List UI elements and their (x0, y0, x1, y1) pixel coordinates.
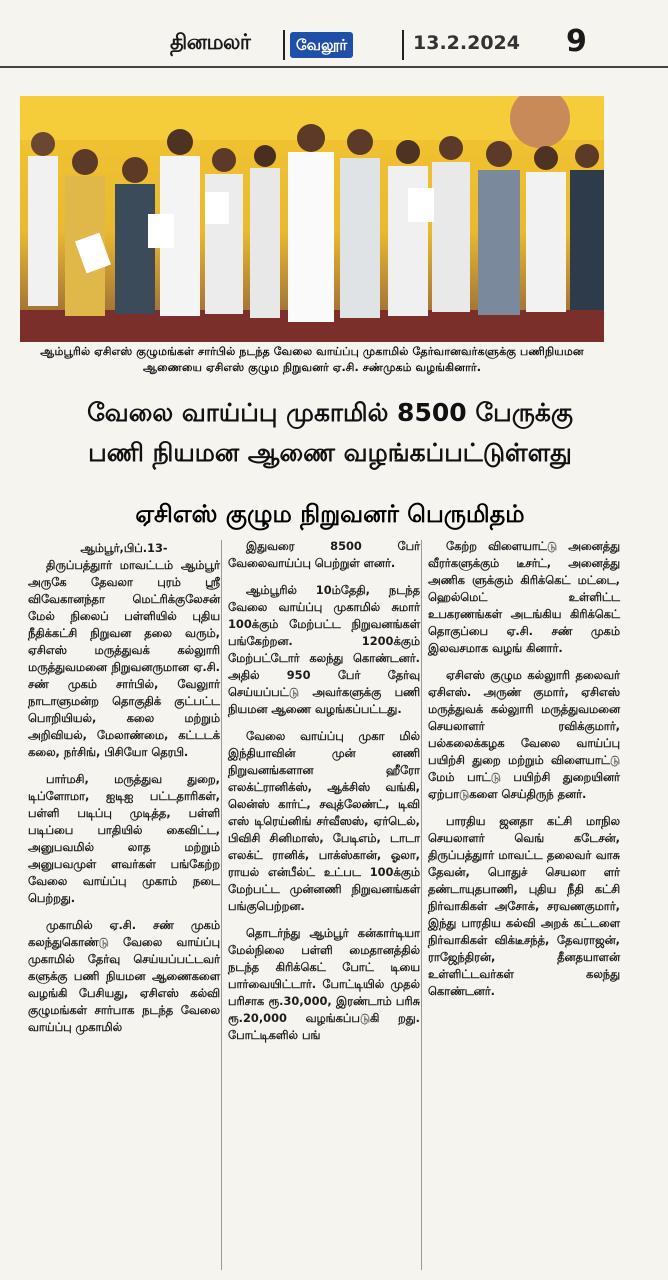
issue-date: 13.2.2024 (413, 32, 520, 54)
news-photo-illustration (20, 96, 604, 342)
photo-caption: ஆம்பூரில் ஏசிஎஸ் குழுமங்கள் சார்பில் நடந்த வேலை வாய்ப்பு முகாமில் தேர்வானவர்களுக்கு பணிநியமன ஆணையை ஏசிஎஸ் குழும நிறுவனர் ஏ.சி. சண்முகம் வழங்கினார். (40, 345, 584, 374)
dateline: ஆம்பூர்,பிப்.13- (80, 541, 168, 555)
paragraph: வேலை வாய்ப்பு முகா மில் இந்தியாவின் முன் னணி நிறுவனங்களான ஹீரோ எலக்ட்ரானிக்ஸ், ஆக்சிஸ் வங்கி, லென்ஸ் கார்ட், சவுத்லேண்ட், டிவி எஸ் டிரெய்னிங் சர்வீஸஸ், ஏர்டெல், பிவிசி சினிமாஸ், பேடிஎம், டாடா எலக்ட் ரானிக், பாக்ஸ்கான், ஓலா, ராயல் என்பீல்ட் உட்பட 100க்கும் மேற்பட்ட முன்னணி நிறுவனங்கள் பங்குபெற்றன. (228, 729, 420, 913)
headline-line-1: வேலை வாய்ப்பு முகாமில் 8500 பேருக்கு (87, 398, 573, 427)
masthead-divider (283, 30, 285, 60)
paragraph: திருப்பத்துார் மாவட்டம் ஆம்பூர் அருகே தேவலா புரம் ஸ்ரீ விவேகானந்தா மெட்ரிக்குலேசன் மேல் நிலைப் பள்ளியில் புதிய நீதிக்கட்சி நிறுவன தலை வரும், ஏசிஎஸ் மருத்துவக் கல்லுாரி மருத்துவமனை நிறுவனருமான ஏ.சி. சண் முகம் சார்பில், வேலுார் நாடாளுமன்ற தொகுதிக் குட்பட்ட பொறியியல், கலை மற்றும் அறிவியல், மேலாண்மை, கட்டடக் கலை, நர்சிங், பிசியோ தெரபி. (28, 558, 220, 759)
column-rule (421, 540, 422, 1270)
news-photo (20, 96, 604, 342)
article-column-2 (228, 538, 420, 1054)
masthead-divider (402, 30, 404, 60)
paragraph: இதுவரை 8500 பேர் வேலைவாய்ப்பு பெற்றுள் ளனர். (228, 539, 420, 570)
article-column-1 (28, 540, 220, 1046)
column-rule (221, 540, 222, 1270)
paragraph: கேற்ற விளையாட்டு அனைத்து வீரர்களுக்கும் டீசர்ட், அனைத்து அணிக ளுக்கும் கிரிக்கெட் மட்டை, ஹெல்மெட் உள்ளிட்ட உபகரணங்கள் அடங்கிய கிரிக்கெட் தொகுப்பை ஏ.சி. சண் முகம் இலவசமாக வழங் கினார். (428, 539, 620, 655)
headline-line-2: பணி நியமன ஆணை வழங்கப்பட்டுள்ளது (88, 438, 572, 467)
paragraph: முகாமில் ஏ.சி. சண் முகம் கலந்துகொண்டு வேலை வாய்ப்பு முகாமில் தேர்வு செய்யப்பட்டவர் களுக்கு பணி நியமன ஆணைகளை வழங்கி பேசியது, ஏசிஎஸ் கல்வி குழுமங்கள் சார்பாக நடந்த வேலை வாய்ப்பு முகாமில் (28, 918, 220, 1034)
paragraph: ஏசிஎஸ் குழும கல்லுாரி தலைவர் ஏசிஎஸ். அருண் குமார், ஏசிஎஸ் மருத்துவக் கல்லுாரி மருத்துவமனை செயலாளர் ரவிக்குமார், பல்கலைக்கழக வேலை வாய்ப்பு பயிற்சி துறை மற்றும் விளையாட்டு மேம் பாட்டு பயிற்சி துறையினர் ஏற்பாடுகளை செய்திருந் தனர். (428, 668, 620, 801)
article-column-3 (428, 538, 620, 1010)
page-number: 9 (566, 24, 587, 59)
edition-badge: வேலூர் (290, 32, 353, 58)
paragraph: பாரதிய ஜனதா கட்சி மாநில செயலாளர் வெங் கடேசன், திருப்பத்துார் மாவட்ட தலைவர் வாசு தேவன், பொதுச் செயலா ளர் தண்டாயுதபாணி, புதிய நீதி கட்சி நிர்வாகிகள் அசோக், சரவணகுமார், இந்து பாரதிய கல்வி அறக் கட்டளை நிர்வாகிகள் விக்டீசந்த், தேவராஜன், ராஜேந்திரன், தீனதயாளன் உள்ளிட்டவர்கள் கலந்து கொண்டனர். (428, 814, 620, 998)
paragraph: தொடர்ந்து ஆம்பூர் கன்கார்டியா மேல்நிலை பள்ளி மைதானத்தில் நடந்த கிரிக்கெட் போட் டியை பார்வையிட்டார். போட்டியில் முதல் பரிசாக ரூ.30,000, இரண்டாம் பரிசு ரூ.20,000 வழங்கப்படுகி றது. போட்டிகளில் பங் (228, 926, 420, 1042)
subheadline: ஏசிஎஸ் குழும நிறுவனர் பெருமிதம் (135, 500, 525, 528)
paragraph: ஆம்பூரில் 10ம்தேதி, நடந்த வேலை வாய்ப்பு முகாமில் சுமார் 100க்கும் மேற்பட்ட நிறுவனங்கள் பங்கேற்றன. 1200க்கும் மேற்பட்டோர் கலந்து கொண்டனர். அதில் 950 பேர் தேர்வு செய்யப்பட்டு அவர்களுக்கு பணி நியமன ஆணை வழங்கப்பட்டது. (228, 583, 420, 716)
masthead (0, 0, 668, 70)
newspaper-name: தினமலர் (170, 30, 251, 54)
masthead-rule (0, 66, 668, 68)
paragraph: பார்மசி, மருத்துவ துறை, டிப்ளோமா, ஐடிஐ பட்டதாரிகள், பள்ளி படிப்பு முடித்த, பள்ளி படிப்பை பாதியில் கைவிட்ட, அனுபவமில் லாத மற்றும் அனுபவமுள் ளவர்கள் பங்கேற்ற வேலை வாய்ப்பு முகாம் நடை பெற்றது. (28, 772, 220, 905)
